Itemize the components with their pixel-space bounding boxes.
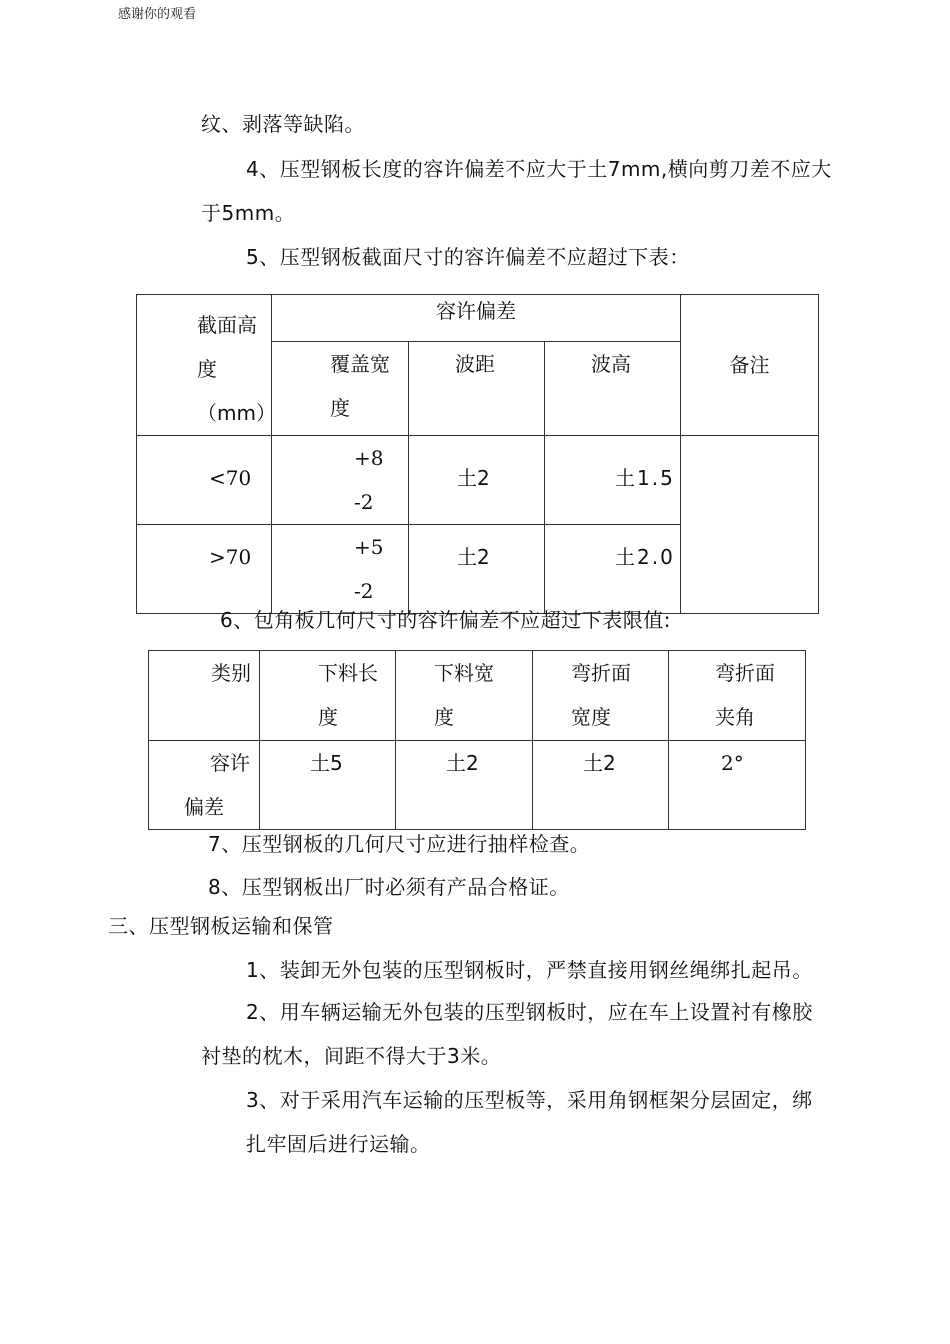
row2-pitch: 土2 — [409, 525, 545, 614]
paragraph-certificate: 8、压型钢板出厂时必须有产品合格证。 — [208, 875, 570, 899]
watermark-text: 感谢你的观看 — [118, 7, 197, 22]
paragraph-length-tolerance-cont: 于5mm。 — [201, 201, 296, 225]
header-cover-width: 覆盖宽 度 — [272, 341, 409, 435]
header-note: 备注 — [681, 295, 819, 436]
header-wave-pitch: 波距 — [409, 341, 545, 435]
header-section-height: 截面高 度 （mm） — [137, 295, 272, 436]
paragraph-vehicle: 2、用车辆运输无外包装的压型钢板时，应在车上设置衬有橡胶 — [246, 1000, 813, 1024]
row2-wave: 土2.0 — [545, 525, 681, 614]
paragraph-length-tolerance: 4、压型钢板长度的容许偏差不应大于土7mm,横向剪刀差不应大 — [246, 157, 832, 181]
paragraph-truck-cont: 扎牢固后进行运输。 — [246, 1132, 431, 1156]
note-cell — [681, 436, 819, 614]
value-bend-width: 土2 — [533, 741, 669, 830]
row2-cover: +5 -2 — [272, 525, 409, 614]
header-cut-width: 下料宽 度 — [396, 651, 533, 741]
row1-pitch: 土2 — [409, 436, 545, 525]
header-bend-angle: 弯折面 夹角 — [669, 651, 806, 741]
header-category: 类别 — [149, 651, 260, 741]
row1-cover: +8 -2 — [272, 436, 409, 525]
paragraph-section-tolerance: 5、压型钢板截面尺寸的容许偏差不应超过下表： — [246, 245, 690, 269]
section-tolerance-table — [136, 294, 819, 614]
section-heading-transport: 三、压型钢板运输和保管 — [108, 914, 334, 938]
paragraph-vehicle-cont: 衬垫的枕木，间距不得大于3米。 — [201, 1044, 502, 1068]
row1-wave: 土1.5 — [545, 436, 681, 525]
row1-height: <70 — [137, 436, 272, 525]
paragraph-loading: 1、装卸无外包装的压型钢板时，严禁直接用钢丝绳绑扎起吊。 — [246, 958, 813, 982]
header-tolerance-group: 容许偏差 — [272, 295, 681, 342]
paragraph-defects: 纹、剥落等缺陷。 — [201, 112, 365, 136]
header-wave-height: 波高 — [545, 341, 681, 435]
paragraph-truck: 3、对于采用汽车运输的压型板等，采用角钢框架分层固定，绑 — [246, 1088, 813, 1112]
paragraph-corner-plate: 6、包角板几何尺寸的容许偏差不应超过下表限值: — [220, 608, 671, 632]
header-bend-width: 弯折面 宽度 — [533, 651, 669, 741]
header-cut-length: 下料长 度 — [260, 651, 396, 741]
row-tolerance-label: 容许 偏差 — [149, 741, 260, 830]
paragraph-sampling: 7、压型钢板的几何尺寸应进行抽样检查。 — [208, 832, 591, 856]
corner-plate-table — [148, 650, 806, 830]
value-cut-length: 土5 — [260, 741, 396, 830]
value-bend-angle: 2° — [669, 741, 806, 830]
row2-height: >70 — [137, 525, 272, 614]
value-cut-width: 土2 — [396, 741, 533, 830]
